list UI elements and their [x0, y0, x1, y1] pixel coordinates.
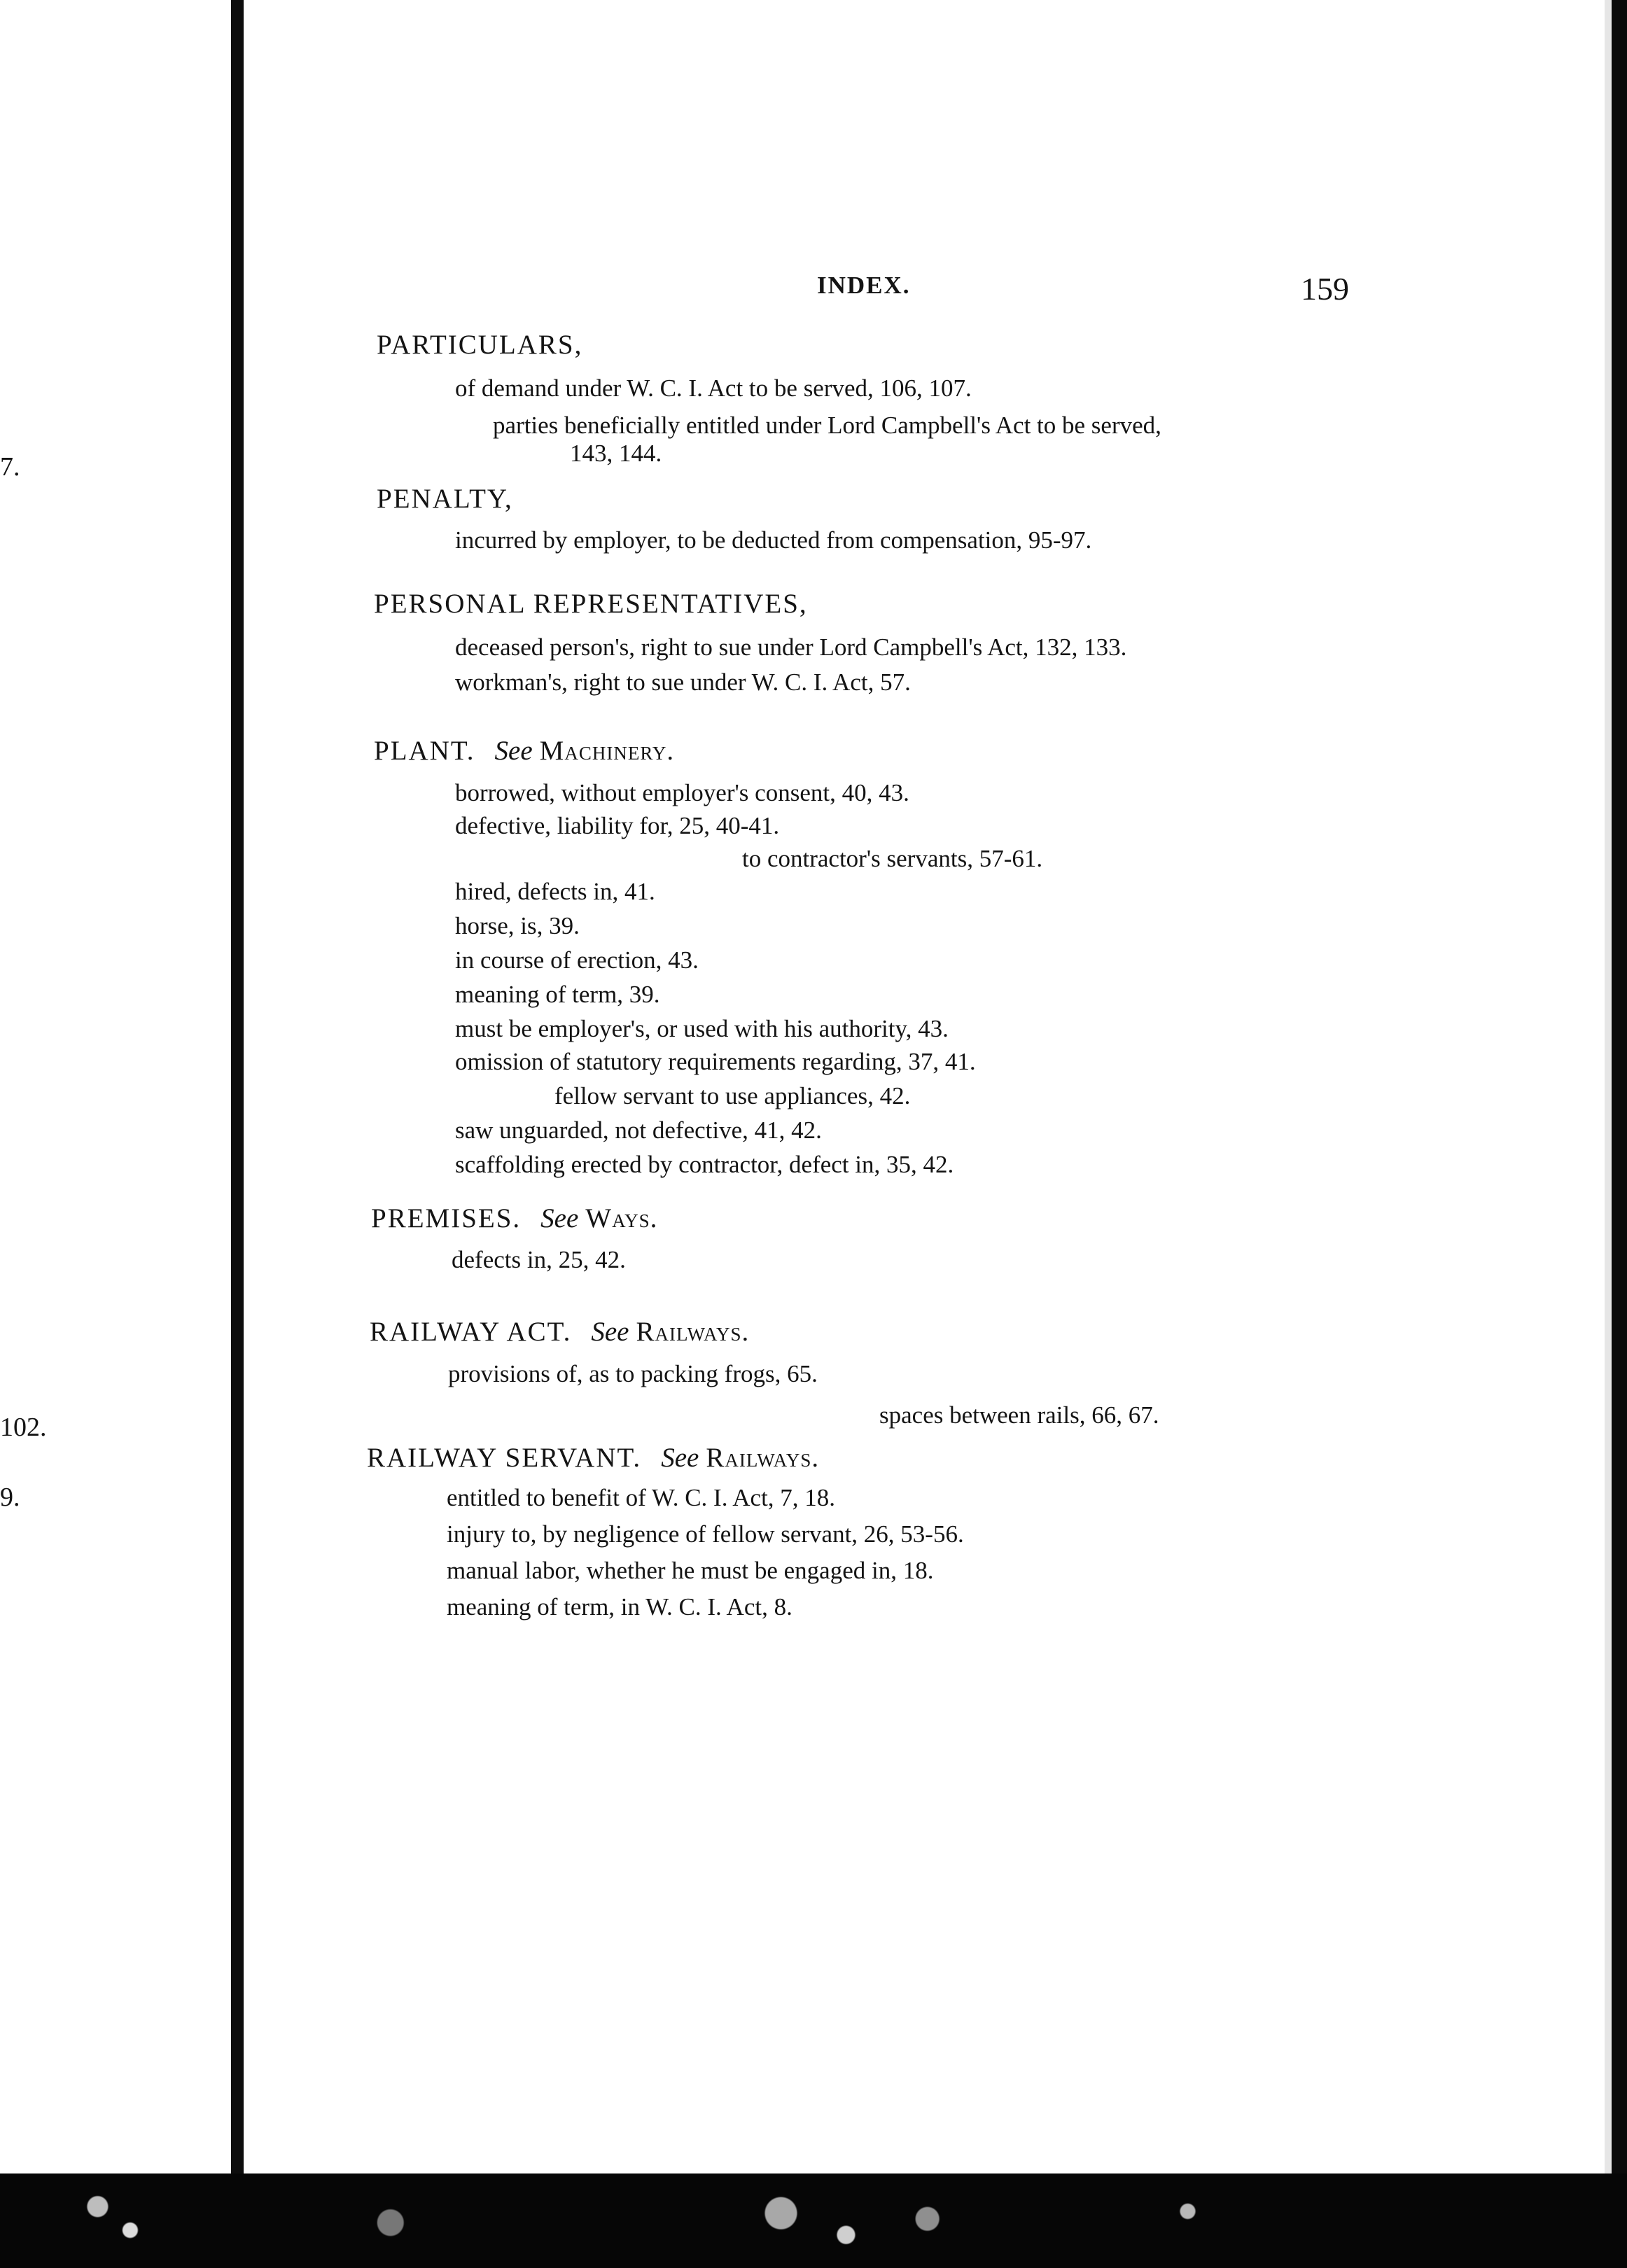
index-subentry: horse, is, 39.: [455, 912, 580, 939]
page-edge-highlight: [1605, 0, 1612, 2268]
heading-term: RAILWAY ACT.: [370, 1317, 572, 1347]
index-subentry: borrowed, without employer's consent, 40, 43.: [455, 779, 909, 806]
facing-page-fragment: 9.: [0, 1483, 20, 1512]
index-subentry: defects in, 25, 42.: [452, 1246, 626, 1273]
binding-shadow: [231, 0, 244, 2177]
index-subentry: fellow servant to use appliances, 42.: [554, 1082, 911, 1110]
facing-page-margin: [0, 0, 231, 2268]
heading-term: PENALTY,: [377, 484, 513, 514]
see-reference-label: See: [540, 1203, 579, 1233]
index-subentry: entitled to benefit of W. C. I. Act, 7, 18.: [447, 1484, 836, 1511]
index-heading: [377, 483, 513, 514]
cross-reference: Machinery.: [539, 736, 675, 766]
index-subentry: must be employer's, or used with his authority, 43.: [455, 1015, 949, 1042]
index-subentry: saw unguarded, not defective, 41, 42.: [455, 1116, 822, 1144]
cross-reference: Railways.: [636, 1317, 750, 1347]
scan-bottom-border: [0, 2174, 1627, 2268]
heading-term: RAILWAY SERVANT.: [367, 1443, 642, 1473]
index-subentry: spaces between rails, 66, 67.: [879, 1401, 1159, 1429]
heading-term: PARTICULARS,: [377, 330, 583, 360]
see-reference-label: See: [661, 1443, 699, 1473]
index-heading: [377, 329, 582, 360]
heading-term: PERSONAL REPRESENTATIVES,: [374, 589, 808, 619]
see-reference-label: See: [591, 1317, 629, 1347]
index-heading: [370, 1316, 749, 1348]
index-heading: [371, 1203, 657, 1234]
heading-term: PLANT.: [374, 736, 475, 766]
facing-page-fragment: 7.: [0, 452, 20, 482]
index-subentry: in course of erection, 43.: [455, 946, 699, 974]
index-subentry: meaning of term, 39.: [455, 981, 660, 1008]
index-subentry: incurred by employer, to be deducted from compensation, 95-97.: [455, 526, 1092, 554]
index-subentry: parties beneficially entitled under Lord Campbell's Act to be served,: [493, 412, 1161, 439]
index-heading: [367, 1442, 819, 1474]
index-subentry: manual labor, whether he must be engaged in, 18.: [447, 1557, 934, 1584]
index-subentry: meaning of term, in W. C. I. Act, 8.: [447, 1593, 792, 1620]
page-edge-shadow: [1612, 0, 1627, 2268]
index-subentry: to contractor's servants, 57-61.: [742, 845, 1043, 872]
index-subentry: scaffolding erected by contractor, defect in, 35, 42.: [455, 1151, 954, 1178]
see-reference-label: See: [494, 736, 533, 766]
index-subentry: provisions of, as to packing frogs, 65.: [448, 1360, 818, 1387]
facing-page-fragment: 102.: [0, 1413, 47, 1442]
running-header: INDEX.: [817, 272, 911, 299]
index-subentry: injury to, by negligence of fellow servant, 26, 53-56.: [447, 1520, 964, 1548]
cross-reference: Railways.: [706, 1443, 820, 1473]
index-subentry: omission of statutory requirements regarding, 37, 41.: [455, 1048, 976, 1075]
index-heading: [374, 735, 674, 766]
index-subentry: hired, defects in, 41.: [455, 878, 655, 905]
index-subentry: workman's, right to sue under W. C. I. Act, 57.: [455, 668, 911, 696]
index-subentry: deceased person's, right to sue under Lord Campbell's Act, 132, 133.: [455, 634, 1127, 661]
heading-term: PREMISES.: [371, 1203, 522, 1233]
index-subentry: defective, liability for, 25, 40-41.: [455, 812, 780, 839]
index-subentry: of demand under W. C. I. Act to be served, 106, 107.: [455, 374, 972, 402]
index-heading: [374, 588, 808, 620]
cross-reference: Ways.: [585, 1203, 658, 1233]
page-number: 159: [1301, 271, 1349, 307]
index-subentry: 143, 144.: [570, 440, 662, 467]
